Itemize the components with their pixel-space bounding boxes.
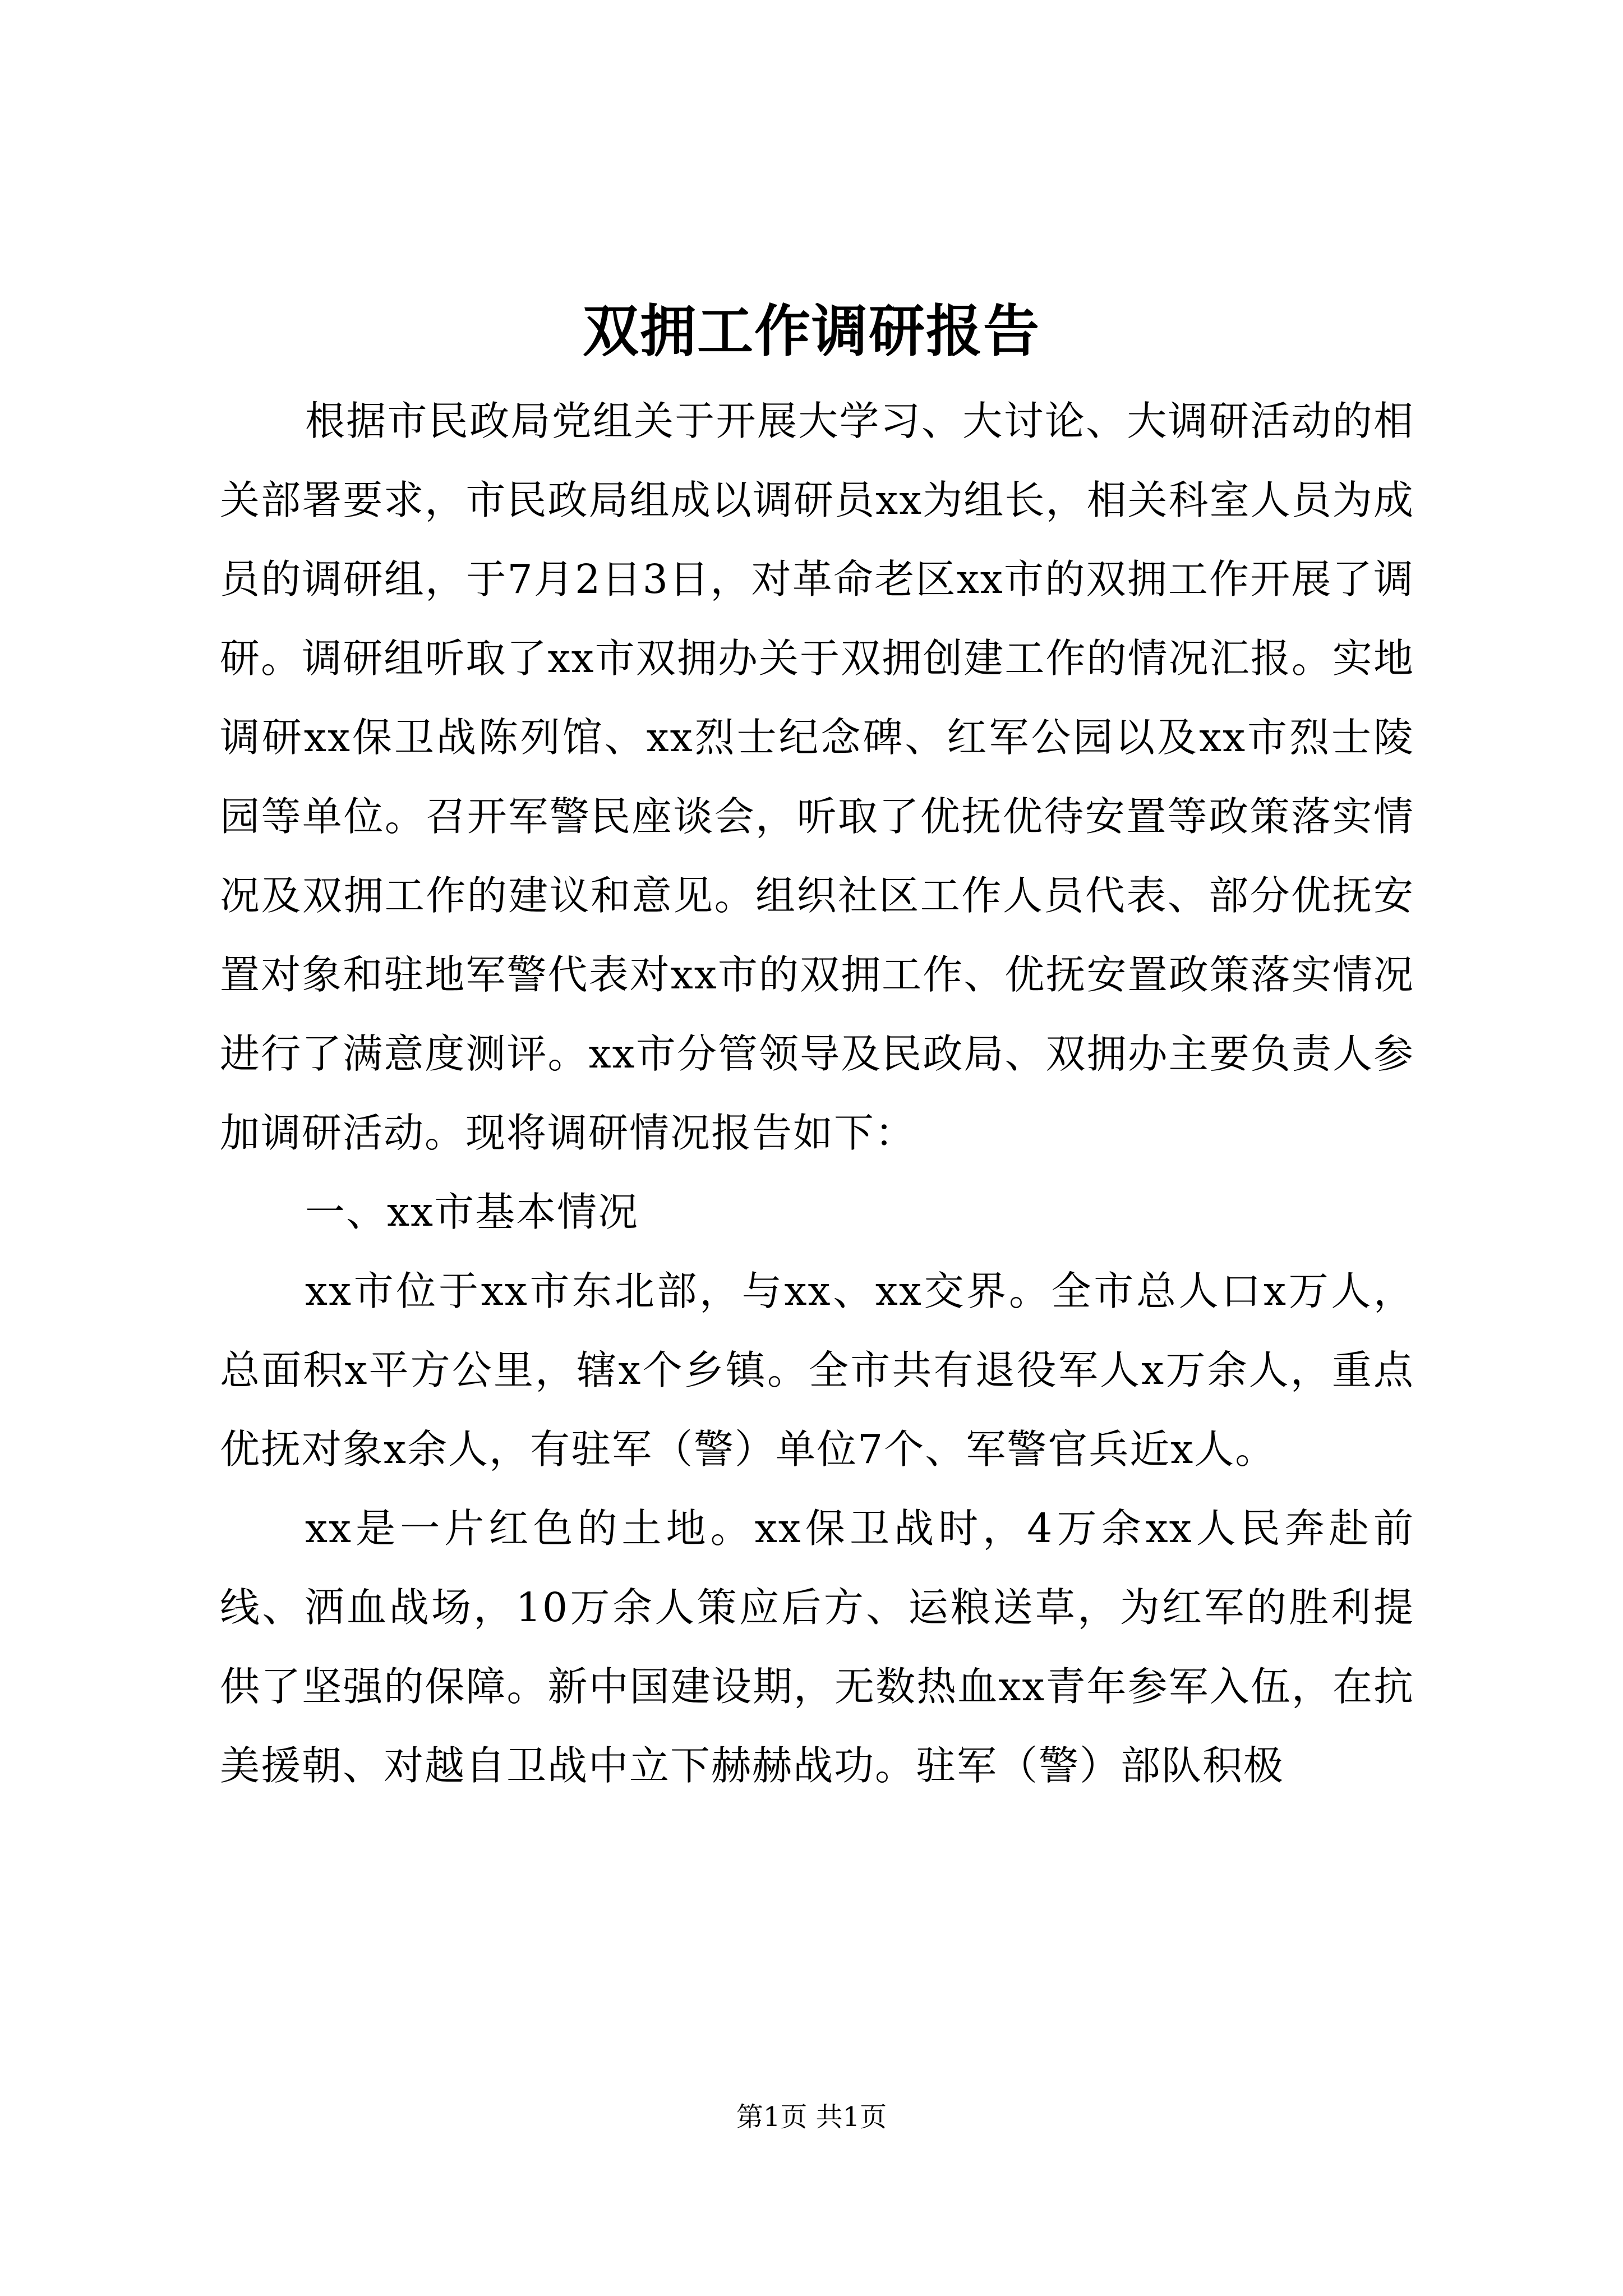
paragraph-intro: 根据市民政局党组关于开展大学习、大讨论、大调研活动的相关部署要求，市民政局组成以调研员xx为组长，相关科室人员为成员的调研组，于7月2日3日，对革命老区xx市的双拥工作开展了调研。调研组听取了xx市双拥办关于双拥创建工作的情况汇报。实地调研xx保卫战陈列馆、xx烈士纪念碑、红军公园以及xx市烈士陵园等单位。召开军警民座谈会，听取了优抚优待安置等政策落实情况及双拥工作的建议和意见。组织社区工作人员代表、部分优抚安置对象和驻地军警代表对xx市的双拥工作、优抚安置政策落实情况进行了满意度测评。xx市分管领导及民政局、双拥办主要负责人参加调研活动。现将调研情况报告如下：: [220, 398, 1414, 1156]
document-body: [220, 381, 1414, 1805]
section-heading: 一、xx市基本情况: [305, 1189, 639, 1235]
document-title: 双拥工作调研报告: [583, 298, 1040, 364]
page-footer: 第1页 共1页: [736, 2101, 887, 2133]
paragraph-history: xx是一片红色的土地。xx保卫战时，4万余xx人民奔赴前线、洒血战场，10万余人策应后方、运粮送草，为红军的胜利提供了坚强的保障。新中国建设期，无数热血xx青年参军入伍，在抗美援朝、对越自卫战中立下赫赫战功。驻军（警）部队积极: [220, 1505, 1414, 1789]
paragraph-basic-info: xx市位于xx市东北部，与xx、xx交界。全市总人口x万人，总面积x平方公里，辖x个乡镇。全市共有退役军人x万余人，重点优抚对象x余人，有驻军（警）单位7个、军警官兵近x人。: [220, 1268, 1414, 1473]
